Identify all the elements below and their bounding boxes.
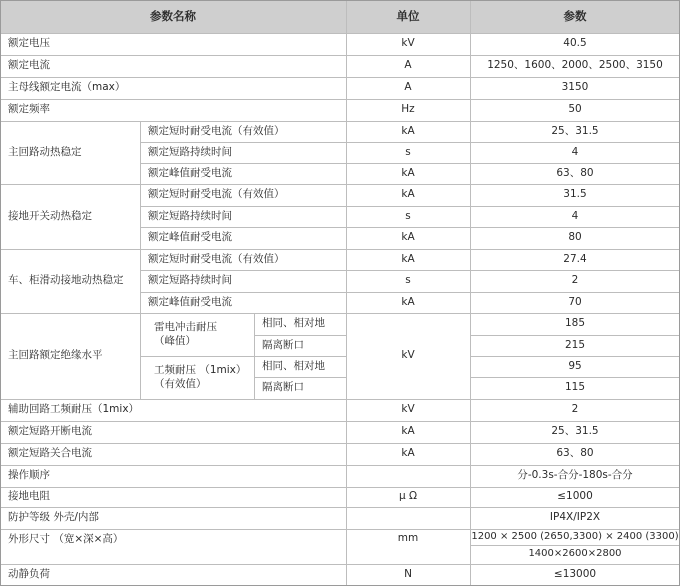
row-unit: Hz [401, 103, 415, 116]
row-value: ≤13000 [553, 568, 597, 581]
row-unit: A [404, 81, 412, 94]
row-unit: kV [401, 37, 415, 50]
row-name: 额定电流 [8, 59, 50, 72]
sub-value: 80 [568, 231, 582, 244]
grid-line [0, 507, 680, 508]
row-unit: μ Ω [398, 490, 418, 503]
grid-line [0, 33, 680, 34]
grid-line [254, 377, 346, 378]
sub-unit: s [405, 145, 411, 158]
grid-line [0, 249, 680, 250]
lightning-line2: （峰值） [154, 334, 196, 347]
row-value: 1400×2600×2800 [528, 548, 622, 560]
grid-line [470, 0, 471, 586]
grid-line [346, 0, 347, 586]
sub-name: 额定短路持续时间 [148, 209, 232, 222]
row-unit [346, 507, 470, 529]
sub-value: 63、80 [556, 166, 594, 179]
row-value: IP4X/IP2X [549, 511, 601, 524]
sub-name: 额定峰值耐受电流 [148, 231, 232, 244]
sub-unit: kA [401, 124, 415, 137]
group-name: 车、柜滑动接地动热稳定 [8, 274, 124, 287]
sub-unit: s [405, 274, 411, 287]
sub-name: 额定短路持续时间 [148, 274, 232, 287]
sub-value: 2 [571, 274, 579, 287]
sub-value: 27.4 [563, 252, 587, 265]
row-unit: kA [401, 447, 415, 460]
grid-line [140, 356, 346, 357]
power-freq-line1: 工频耐压 （1mix） [154, 364, 247, 377]
sub-unit: kA [401, 295, 415, 308]
row-name: 防护等级 外壳/内部 [8, 511, 99, 524]
sub-name: 额定短时耐受电流（有效值） [148, 124, 285, 137]
grid-line [0, 99, 680, 100]
insulation-value: 215 [564, 338, 586, 351]
grid-line [470, 335, 680, 336]
sub-unit: kA [401, 231, 415, 244]
row-value: ≤1000 [557, 490, 593, 503]
grid-line [140, 292, 680, 293]
sub-name: 额定短路持续时间 [148, 145, 232, 158]
phase-to-earth-label: 相同、相对地 [262, 317, 325, 330]
grid-line [140, 142, 680, 143]
grid-line [254, 335, 346, 336]
sub-name: 额定短时耐受电流（有效值） [148, 188, 285, 201]
row-value: 40.5 [563, 37, 587, 50]
group-name: 接地开关动热稳定 [8, 209, 92, 222]
sub-value: 70 [568, 295, 582, 308]
grid-line [0, 55, 680, 56]
insulation-value: 185 [564, 317, 586, 330]
row-unit [346, 465, 470, 487]
header-unit: 单位 [346, 0, 470, 33]
insulation-unit: kV [401, 349, 415, 362]
grid-line [470, 545, 680, 546]
row-value: 2 [571, 403, 579, 416]
insulation-value: 95 [568, 359, 582, 372]
sub-unit: kA [401, 188, 415, 201]
header-value: 参数 [470, 0, 680, 33]
group-name: 主回路额定绝缘水平 [8, 349, 103, 362]
grid-line [0, 487, 680, 488]
grid-line [0, 77, 680, 78]
row-name: 辅助回路工频耐压（1mix） [8, 403, 140, 416]
sub-value: 25、31.5 [551, 124, 599, 137]
grid-line [0, 121, 680, 122]
grid-line [0, 399, 680, 400]
row-name: 额定短路开断电流 [8, 425, 92, 438]
row-value: 分-0.3s-合分-180s-合分 [517, 469, 633, 482]
sub-unit: kA [401, 166, 415, 179]
power-frequency-label [140, 356, 254, 399]
row-unit: A [404, 59, 412, 72]
lightning-line1: 雷电冲击耐压 [154, 321, 217, 334]
grid-line [0, 564, 680, 565]
grid-line [0, 465, 680, 466]
row-name: 额定电压 [8, 37, 50, 50]
row-name: 额定频率 [8, 103, 50, 116]
isolation-gap-label: 隔离断口 [262, 338, 304, 351]
row-name: 接地电阻 [8, 490, 50, 503]
grid-line [140, 270, 680, 271]
row-value: 25、31.5 [551, 425, 599, 438]
grid-line [470, 377, 680, 378]
lightning-impulse-label [140, 313, 254, 356]
row-unit: kA [401, 425, 415, 438]
row-name: 外形尺寸 （宽×深×高） [8, 533, 124, 545]
sub-name: 额定峰值耐受电流 [148, 166, 232, 179]
sub-value: 4 [571, 209, 579, 222]
grid-line [0, 443, 680, 444]
grid-line [140, 121, 141, 399]
row-value: 63、80 [556, 447, 594, 460]
row-unit: N [404, 568, 412, 581]
row-unit: mm [397, 532, 419, 545]
row-value: 1250、1600、2000、2500、3150 [487, 59, 663, 72]
sub-name: 额定短时耐受电流（有效值） [148, 252, 285, 265]
grid-line [140, 227, 680, 228]
row-value: 3150 [561, 81, 589, 94]
isolation-gap-label: 隔离断口 [262, 381, 304, 394]
grid-line [140, 206, 680, 207]
power-freq-line2: （有效值） [154, 377, 207, 390]
sub-unit: kA [401, 252, 415, 265]
grid-line [254, 313, 255, 399]
grid-line [0, 421, 680, 422]
phase-to-earth-label: 相同、相对地 [262, 359, 325, 372]
sub-value: 31.5 [563, 188, 587, 201]
sub-value: 4 [571, 145, 579, 158]
row-name: 动静负荷 [8, 568, 50, 581]
grid-line [470, 356, 680, 357]
row-unit: kV [401, 403, 415, 416]
grid-line [0, 313, 680, 314]
row-value: 50 [568, 103, 582, 116]
group-name: 主回路动热稳定 [8, 145, 82, 158]
row-name: 额定短路关合电流 [8, 447, 92, 460]
grid-line [0, 529, 680, 530]
sub-name: 额定峰值耐受电流 [148, 295, 232, 308]
row-name: 操作顺序 [8, 469, 50, 482]
row-name: 主母线额定电流（max） [8, 81, 126, 94]
grid-line [0, 184, 680, 185]
grid-line [140, 163, 680, 164]
row-value: 1200 × 2500 (2650,3300) × 2400 (3300) [471, 530, 679, 542]
insulation-value: 115 [564, 381, 586, 394]
sub-unit: s [405, 209, 411, 222]
header-name: 参数名称 [0, 0, 346, 33]
